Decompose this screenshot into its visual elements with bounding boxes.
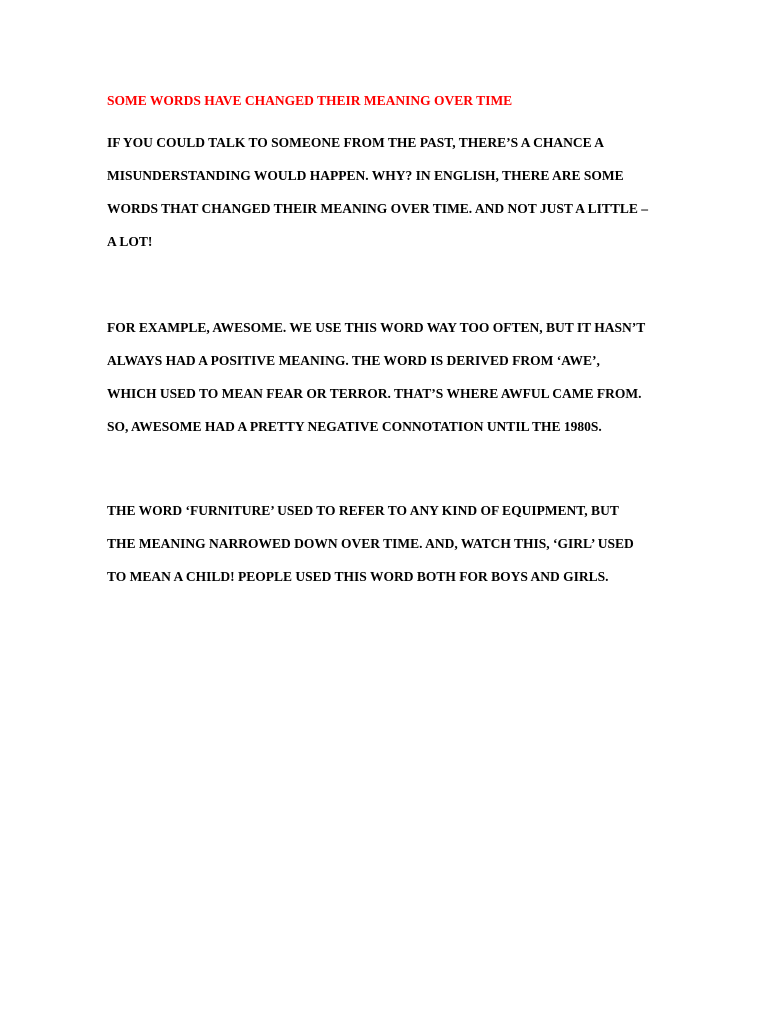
paragraph-line: THE WORD ‘FURNITURE’ USED TO REFER TO ANY KIND OF EQUIPMENT, BUT xyxy=(107,503,619,518)
paragraph-line: TO MEAN A CHILD! PEOPLE USED THIS WORD BOTH FOR BOYS AND GIRLS. xyxy=(107,569,609,584)
paragraph-line: FOR EXAMPLE, AWESOME. WE USE THIS WORD WAY TOO OFTEN, BUT IT HASN’T xyxy=(107,320,646,335)
paragraph-line: THE MEANING NARROWED DOWN OVER TIME. AND, WATCH THIS, ‘GIRL’ USED xyxy=(107,536,634,551)
paragraph-3 xyxy=(107,494,634,593)
paragraph-line: SO, AWESOME HAD A PRETTY NEGATIVE CONNOTATION UNTIL THE 1980S. xyxy=(107,419,602,434)
document-title: SOME WORDS HAVE CHANGED THEIR MEANING OVER TIME xyxy=(107,93,513,108)
paragraph-2 xyxy=(107,311,645,443)
paragraph-line: A LOT! xyxy=(107,234,153,249)
paragraph-line: WHICH USED TO MEAN FEAR OR TERROR. THAT’S WHERE AWFUL CAME FROM. xyxy=(107,386,642,401)
paragraph-line: IF YOU COULD TALK TO SOMEONE FROM THE PAST, THERE’S A CHANCE A xyxy=(107,135,604,150)
paragraph-line: ALWAYS HAD A POSITIVE MEANING. THE WORD IS DERIVED FROM ‘AWE’, xyxy=(107,353,600,368)
paragraph-1 xyxy=(107,126,648,258)
paragraph-line: WORDS THAT CHANGED THEIR MEANING OVER TIME. AND NOT JUST A LITTLE – xyxy=(107,201,649,216)
paragraph-line: MISUNDERSTANDING WOULD HAPPEN. WHY? IN ENGLISH, THERE ARE SOME xyxy=(107,168,624,183)
